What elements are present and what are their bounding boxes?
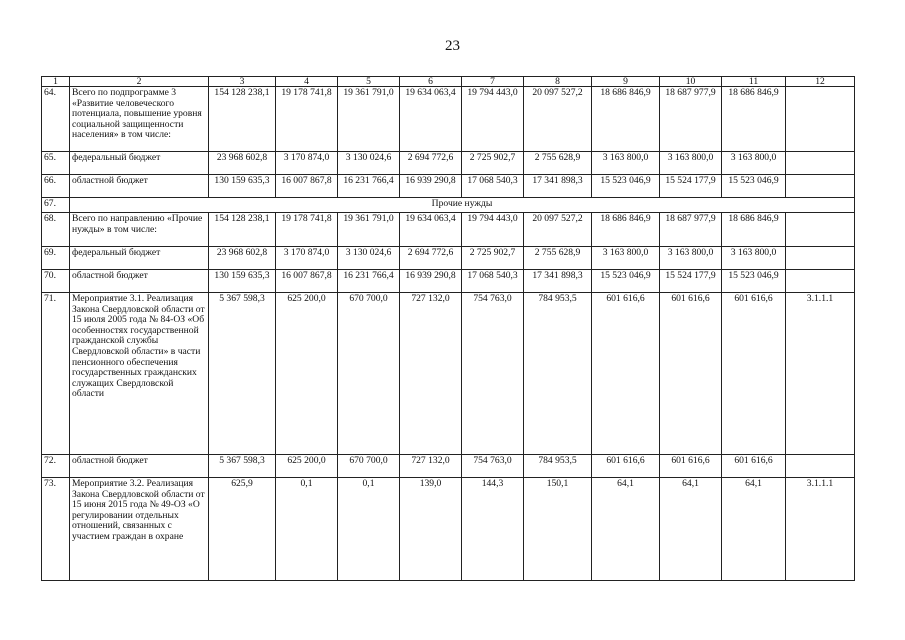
value-cell: 5 367 598,3 xyxy=(209,293,276,455)
column-header: 11 xyxy=(722,77,786,87)
table-row xyxy=(42,478,855,581)
value-cell: 3 130 024,6 xyxy=(338,247,400,270)
code-cell xyxy=(786,87,855,152)
value-cell: 16 007 867,8 xyxy=(276,175,338,198)
column-header: 6 xyxy=(400,77,462,87)
value-cell: 15 523 046,9 xyxy=(722,270,786,293)
value-cell: 150,1 xyxy=(524,478,592,581)
value-cell: 601 616,6 xyxy=(722,455,786,478)
value-cell: 754 763,0 xyxy=(462,293,524,455)
value-cell: 64,1 xyxy=(660,478,722,581)
section-row xyxy=(42,198,855,213)
code-cell xyxy=(786,175,855,198)
column-header: 3 xyxy=(209,77,276,87)
value-cell: 19 178 741,8 xyxy=(276,87,338,152)
column-header: 9 xyxy=(592,77,660,87)
row-name: областной бюджет xyxy=(70,175,209,198)
value-cell: 18 686 846,9 xyxy=(722,87,786,152)
value-cell: 18 686 846,9 xyxy=(592,213,660,247)
value-cell: 16 007 867,8 xyxy=(276,270,338,293)
value-cell: 17 341 898,3 xyxy=(524,270,592,293)
table-row xyxy=(42,455,855,478)
page-number: 23 xyxy=(445,38,460,54)
value-cell: 19 178 741,8 xyxy=(276,213,338,247)
value-cell: 15 524 177,9 xyxy=(660,270,722,293)
row-number: 71. xyxy=(42,293,70,455)
column-header: 8 xyxy=(524,77,592,87)
value-cell: 19 634 063,4 xyxy=(400,87,462,152)
value-cell: 601 616,6 xyxy=(592,455,660,478)
value-cell: 3 163 800,0 xyxy=(722,247,786,270)
budget-table xyxy=(41,76,855,581)
table-row xyxy=(42,247,855,270)
value-cell: 601 616,6 xyxy=(722,293,786,455)
row-name: Мероприятие 3.1. Реализация Закона Свердловской области от 15 июля 2005 года № 84-ОЗ «Об особенностях государственной гражданской службы Свердловской области» в части пенсионного обеспечения государственных гражданских служащих Свердловской области xyxy=(70,293,209,455)
value-cell: 17 068 540,3 xyxy=(462,175,524,198)
value-cell: 16 939 290,8 xyxy=(400,175,462,198)
value-cell: 154 128 238,1 xyxy=(209,87,276,152)
row-name: Всего по подпрограмме 3 «Развитие человеческого потенциала, повышение уровня социальной защищенности населения» в том числе: xyxy=(70,87,209,152)
row-name: федеральный бюджет xyxy=(70,247,209,270)
column-header: 4 xyxy=(276,77,338,87)
value-cell: 23 968 602,8 xyxy=(209,247,276,270)
code-cell xyxy=(786,213,855,247)
row-name: областной бюджет xyxy=(70,270,209,293)
row-number: 66. xyxy=(42,175,70,198)
column-header: 10 xyxy=(660,77,722,87)
value-cell: 5 367 598,3 xyxy=(209,455,276,478)
value-cell: 2 725 902,7 xyxy=(462,247,524,270)
value-cell: 3 163 800,0 xyxy=(592,152,660,175)
value-cell: 2 694 772,6 xyxy=(400,152,462,175)
value-cell: 15 523 046,9 xyxy=(592,175,660,198)
value-cell: 601 616,6 xyxy=(592,293,660,455)
value-cell: 19 794 443,0 xyxy=(462,213,524,247)
value-cell: 16 231 766,4 xyxy=(338,270,400,293)
value-cell: 0,1 xyxy=(276,478,338,581)
table-row xyxy=(42,87,855,152)
value-cell: 20 097 527,2 xyxy=(524,87,592,152)
row-number: 73. xyxy=(42,478,70,581)
value-cell: 154 128 238,1 xyxy=(209,213,276,247)
table-row xyxy=(42,152,855,175)
value-cell: 23 968 602,8 xyxy=(209,152,276,175)
value-cell: 17 341 898,3 xyxy=(524,175,592,198)
value-cell: 2 694 772,6 xyxy=(400,247,462,270)
value-cell: 15 523 046,9 xyxy=(722,175,786,198)
value-cell: 19 361 791,0 xyxy=(338,213,400,247)
code-cell xyxy=(786,152,855,175)
value-cell: 2 725 902,7 xyxy=(462,152,524,175)
code-cell xyxy=(786,247,855,270)
value-cell: 0,1 xyxy=(338,478,400,581)
table-row xyxy=(42,213,855,247)
value-cell: 15 523 046,9 xyxy=(592,270,660,293)
value-cell: 144,3 xyxy=(462,478,524,581)
column-header: 12 xyxy=(786,77,855,87)
value-cell: 17 068 540,3 xyxy=(462,270,524,293)
value-cell: 3 163 800,0 xyxy=(592,247,660,270)
value-cell: 18 687 977,9 xyxy=(660,213,722,247)
value-cell: 625 200,0 xyxy=(276,455,338,478)
value-cell: 15 524 177,9 xyxy=(660,175,722,198)
value-cell: 625,9 xyxy=(209,478,276,581)
value-cell: 727 132,0 xyxy=(400,293,462,455)
value-cell: 670 700,0 xyxy=(338,455,400,478)
row-number: 65. xyxy=(42,152,70,175)
value-cell: 20 097 527,2 xyxy=(524,213,592,247)
column-header: 5 xyxy=(338,77,400,87)
row-number: 67. xyxy=(42,198,70,213)
value-cell: 19 794 443,0 xyxy=(462,87,524,152)
code-cell xyxy=(786,270,855,293)
column-header: 1 xyxy=(42,77,70,87)
table-row xyxy=(42,270,855,293)
value-cell: 3 130 024,6 xyxy=(338,152,400,175)
code-cell xyxy=(786,455,855,478)
row-name: Всего по направлению «Прочие нужды» в том числе: xyxy=(70,213,209,247)
table-row xyxy=(42,175,855,198)
value-cell: 2 755 628,9 xyxy=(524,152,592,175)
value-cell: 625 200,0 xyxy=(276,293,338,455)
value-cell: 3 170 874,0 xyxy=(276,247,338,270)
row-number: 69. xyxy=(42,247,70,270)
value-cell: 19 634 063,4 xyxy=(400,213,462,247)
value-cell: 18 687 977,9 xyxy=(660,87,722,152)
row-number: 70. xyxy=(42,270,70,293)
value-cell: 18 686 846,9 xyxy=(722,213,786,247)
value-cell: 754 763,0 xyxy=(462,455,524,478)
value-cell: 16 231 766,4 xyxy=(338,175,400,198)
value-cell: 19 361 791,0 xyxy=(338,87,400,152)
row-number: 64. xyxy=(42,87,70,152)
value-cell: 18 686 846,9 xyxy=(592,87,660,152)
value-cell: 16 939 290,8 xyxy=(400,270,462,293)
value-cell: 2 755 628,9 xyxy=(524,247,592,270)
table-row xyxy=(42,293,855,455)
table-header-row xyxy=(42,77,855,87)
row-name: Мероприятие 3.2. Реализация Закона Свердловской области от 15 июня 2015 года № 49-ОЗ «О регулировании отдельных отношений, связанных с участием граждан в охране xyxy=(70,478,209,581)
value-cell: 3 163 800,0 xyxy=(722,152,786,175)
value-cell: 601 616,6 xyxy=(660,293,722,455)
row-number: 68. xyxy=(42,213,70,247)
value-cell: 3 163 800,0 xyxy=(660,247,722,270)
value-cell: 784 953,5 xyxy=(524,455,592,478)
column-header: 7 xyxy=(462,77,524,87)
column-header: 2 xyxy=(70,77,209,87)
section-title: Прочие нужды xyxy=(70,198,855,213)
row-number: 72. xyxy=(42,455,70,478)
value-cell: 139,0 xyxy=(400,478,462,581)
value-cell: 64,1 xyxy=(592,478,660,581)
code-cell: 3.1.1.1 xyxy=(786,293,855,455)
value-cell: 3 170 874,0 xyxy=(276,152,338,175)
value-cell: 130 159 635,3 xyxy=(209,175,276,198)
value-cell: 601 616,6 xyxy=(660,455,722,478)
value-cell: 670 700,0 xyxy=(338,293,400,455)
value-cell: 3 163 800,0 xyxy=(660,152,722,175)
value-cell: 784 953,5 xyxy=(524,293,592,455)
row-name: областной бюджет xyxy=(70,455,209,478)
value-cell: 64,1 xyxy=(722,478,786,581)
code-cell: 3.1.1.1 xyxy=(786,478,855,581)
value-cell: 130 159 635,3 xyxy=(209,270,276,293)
row-name: федеральный бюджет xyxy=(70,152,209,175)
value-cell: 727 132,0 xyxy=(400,455,462,478)
